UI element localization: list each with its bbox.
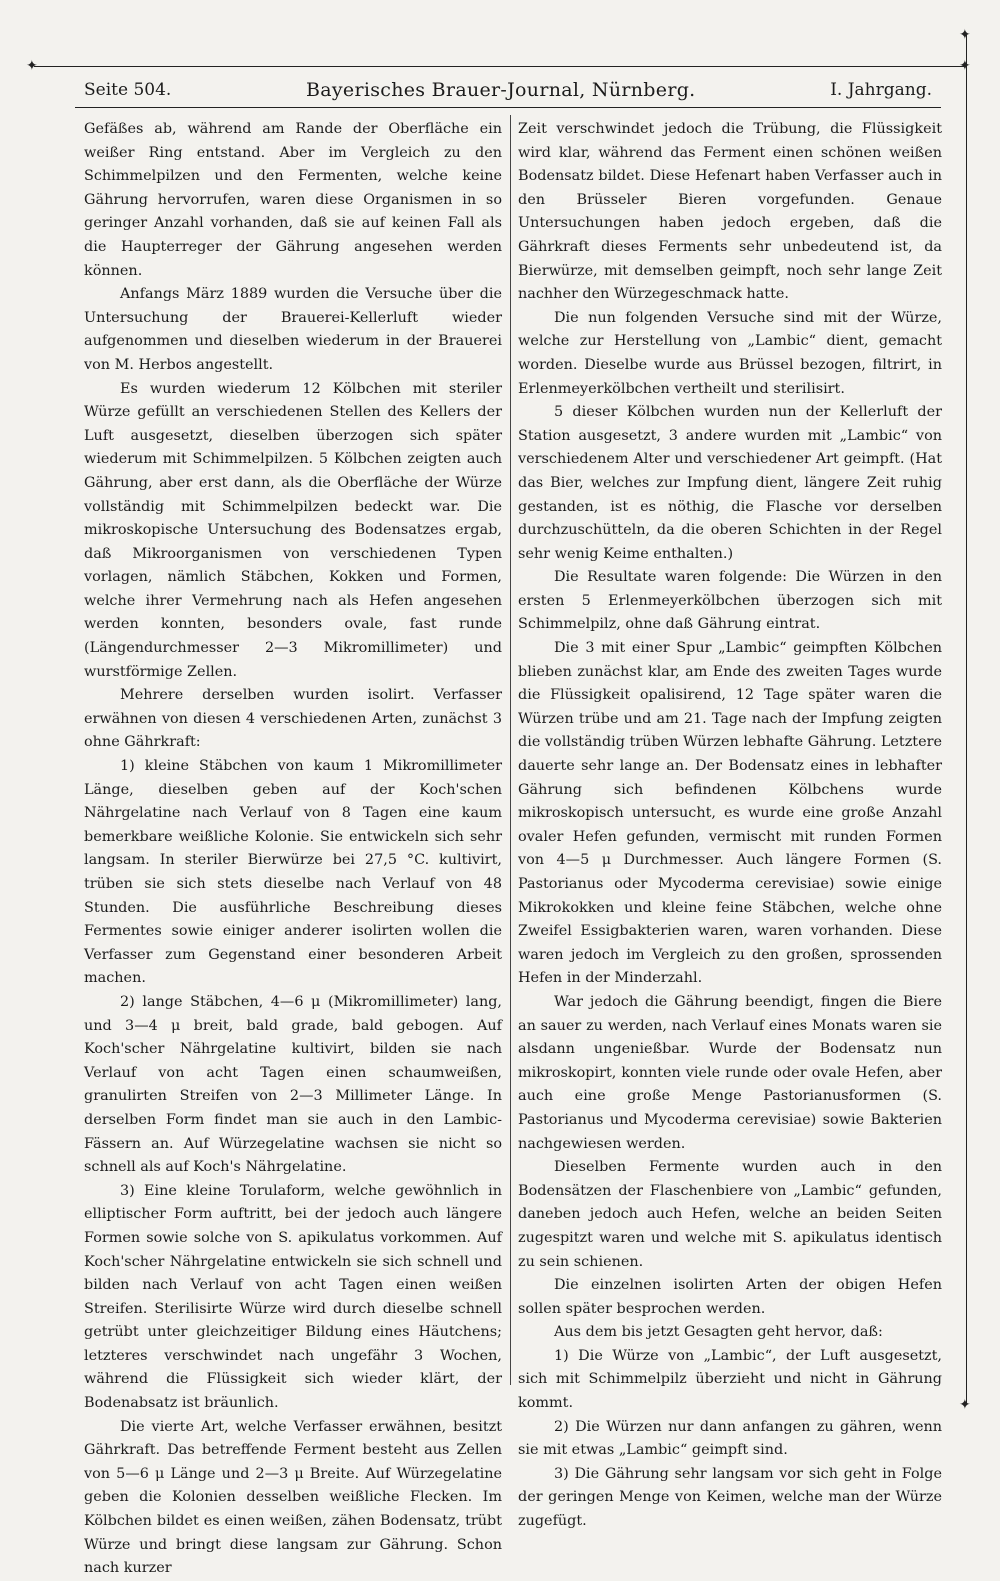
paragraph: 2) Die Würzen nur dann anfangen zu gähren, wenn sie mit etwas „Lambic“ geimpft sind. (518, 1418, 942, 1459)
left-column (84, 118, 502, 1577)
paragraph: Die vierte Art, welche Verfasser erwähnen, besitzt Gährkraft. Das betreffende Ferment besteht aus Zellen von 5—6 μ Länge und 2—3 μ Breite. Auf Würzegelatine geben die Kolonien desselben weißliche Flecken. Im Kölbchen bildet es einen weißen, zähen Bodensatz, trübt Würze und bringt diese langsam zur Gährung. Schon nach kurzer (84, 1418, 502, 1577)
paragraph: Aus dem bis jetzt Gesagten geht hervor, daß: (554, 1324, 883, 1341)
right-margin-rule (966, 35, 967, 1405)
paragraph: 3) Eine kleine Torulaform, welche gewöhnlich in elliptischer Form auftritt, bei der jedoch auch längere Formen sowie solche von S. apikulatus vorkommen. Auf Koch'scher Nährgelatine entwickeln sie sich schnell und bilden nach Verlauf von acht Tagen einen weißen Streifen. Sterilisirte Würze wird durch dieselbe schnell getrübt unter gleichzeitiger Bildung eines Häutchens; letzteres verschwindet nach ungefähr 3 Wochen, während die Flüssigkeit sich wieder klärt, der Bodenabsatz ist bräunlich. (84, 1182, 502, 1412)
paragraph: Es wurden wiederum 12 Kölbchen mit steriler Würze gefüllt an verschiedenen Stellen des Kellers der Luft ausgesetzt, dieselben überzogen sich später wiederum mit Schimmelpilzen. 5 Kölbchen zeigten auch Gährung, aber erst dann, als die Oberfläche der Würze vollständig mit Schimmelpilzen bedeckt war. Die mikroskopische Untersuchung des Bodensatzes ergab, daß Mikroorganismen von verschiedenen Typen vorlagen, nämlich Stäbchen, Kokken und Formen, welche ihrer Vermehrung nach als Hefen angesehen werden konnten, besonders ovale, fast runde (Längendurchmesser 2—3 Mikromillimeter) und wurstförmige Zellen. (84, 380, 502, 680)
paragraph: 1) Die Würze von „Lambic“, der Luft ausgesetzt, sich mit Schimmelpilz überzieht und nicht in Gährung kommt. (518, 1347, 942, 1412)
paragraph: 1) kleine Stäbchen von kaum 1 Mikromillimeter Länge, dieselben geben auf der Koch'schen Nährgelatine nach Verlauf von 8 Tagen eine kaum bemerkbare weißliche Kolonie. Sie entwickeln sich sehr langsam. In steriler Bierwürze bei 27,5 °C. kultivirt, trüben sie sich stets dieselbe nach Verlauf von 48 Stunden. Die ausführliche Beschreibung dieses Fermentes sowie einiger anderer isolirten wollen die Verfasser zum Gegenstand einer besonderen Arbeit machen. (84, 758, 502, 987)
star-ornament-bottom: ✦ (959, 1397, 971, 1413)
paragraph: Dieselben Fermente wurden auch in den Bodensätzen der Flaschenbiere von „Lambic“ gefunden, daneben jedoch auch Hefen, welche an beiden Seiten zugespitzt waren und welche mit S. apikulatus identisch zu sein schienen. (518, 1159, 942, 1270)
paragraph: 3) Die Gährung sehr langsam vor sich geht in Folge der geringen Menge von Keimen, welche man der Würze zugefügt. (518, 1465, 942, 1530)
paragraph: Die Resultate waren folgende: Die Würzen in den ersten 5 Erlenmeyerkölbchen überzogen sich mit Schimmelpilz, ohne daß Gährung eintrat. (518, 569, 942, 633)
paragraph: Zeit verschwindet jedoch die Trübung, die Flüssigkeit wird klar, während das Ferment einen schönen weißen Bodensatz bildet. Diese Hefenart haben Verfasser auch in den Brüsseler Bieren vorgefunden. Genaue Untersuchungen haben jedoch ergeben, daß die Gährkraft dieses Ferments sehr unbedeutend ist, da Bierwürze, mit demselben geimpft, noch sehr lange Zeit nachher den Würzegeschmack hatte. (518, 121, 942, 303)
paragraph: War jedoch die Gährung beendigt, fingen die Biere an sauer zu werden, nach Verlauf eines Monats waren sie alsdann ungenießbar. Wurde der Bodensatz nun mikroskopirt, konnten viele runde oder ovale Hefen, aber auch eine große Menge Pastorianusformen (S. Pastorianus und Mycoderma cerevisiae) sowie Bakterien nachgewiesen werden. (518, 993, 942, 1152)
header-rule (75, 107, 941, 108)
paragraph: Die nun folgenden Versuche sind mit der Würze, welche zur Herstellung von „Lambic“ dient, gemacht worden. Dieselbe wurde aus Brüssel bezogen, filtrirt, in Erlenmeyerkölbchen vertheilt und sterilisirt. (518, 309, 942, 397)
column-divider (510, 115, 511, 1385)
paragraph: Die einzelnen isolirten Arten der obigen Hefen sollen später besprochen werden. (518, 1277, 942, 1317)
paragraph: 2) lange Stäbchen, 4—6 μ (Mikromillimeter) lang, und 3—4 μ breit, bald grade, bald gebogen. Auf Koch'scher Nährgelatine kultivirt, bilden sie nach Verlauf von acht Tagen einen schaumweißen, granulirten Streifen von 2—3 Millimeter Länge. In derselben Form findet man sie auch in den Lambic-Fässern an. Auf Würzegelatine wachsen sie nicht so schnell als auf Koch's Nährgelatine. (84, 993, 502, 1176)
star-ornament-top: ✦ (959, 27, 971, 43)
star-ornament-left: ✦ (26, 58, 38, 74)
volume-label: I. Jahrgang. (830, 80, 932, 100)
right-column (518, 118, 942, 1530)
page-header (84, 76, 932, 104)
journal-title: Bayerisches Brauer-Journal, Nürnberg. (305, 79, 696, 101)
paragraph: Gefäßes ab, während am Rande der Oberfläche ein weißer Ring entstand. Aber im Vergleich zu den Schimmelpilzen und den Fermenten, welche keine Gährung hervorrufen, waren diese Organismen in so geringer Anzahl vorhanden, daß sie auf keinen Fall als die Haupterreger der Gährung angesehen werden können. (84, 121, 502, 279)
page-number: Seite 504. (84, 80, 172, 100)
paragraph: Die 3 mit einer Spur „Lambic“ geimpften Kölbchen blieben zunächst klar, am Ende des zweiten Tages wurde die Flüssigkeit opalisirend, 12 Tage später waren die Würzen trübe und am 21. Tage nach der Impfung zeigten die vollständig trüben Würzen lebhafte Gährung. Letztere dauerte sehr lange an. Der Bodensatz eines in lebhafter Gährung sich befindenen Kölbchens wurde mikroskopisch untersucht, es wurde eine große Anzahl ovaler Hefen gefunden, vermischt mit runden Formen von 4—5 μ Durchmesser. Auch längere Formen (S. Pastorianus oder Mycoderma cerevisiae) sowie einige Mikrokokken und kleine feine Stäbchen, welche ohne Zweifel Essigbakterien waren, waren vorhanden. Diese waren jedoch im Vergleich zu den großen, sprossenden Hefen in der Minderzahl. (518, 640, 942, 987)
paragraph: Anfangs März 1889 wurden die Versuche über die Untersuchung der Brauerei-Kellerluft wieder aufgenommen und dieselben wiederum in der Brauerei von M. Herbos angestellt. (84, 286, 502, 373)
top-rule (34, 66, 966, 67)
paragraph: Mehrere derselben wurden isolirt. Verfasser erwähnen von diesen 4 verschiedenen Arten, zunächst 3 ohne Gährkraft: (84, 687, 502, 751)
paragraph: 5 dieser Kölbchen wurden nun der Kellerluft der Station ausgesetzt, 3 andere wurden mit „Lambic“ von verschiedenem Alter und verschiedener Art geimpft. (Hat das Bier, welches zur Impfung dient, längere Zeit ruhig gestanden, ist es nöthig, die Flasche vor derselben durchzuschütteln, da die oberen Schichten in der Regel sehr wenig Keime enthalten.) (518, 404, 942, 562)
star-ornament-right: ✦ (959, 58, 971, 74)
